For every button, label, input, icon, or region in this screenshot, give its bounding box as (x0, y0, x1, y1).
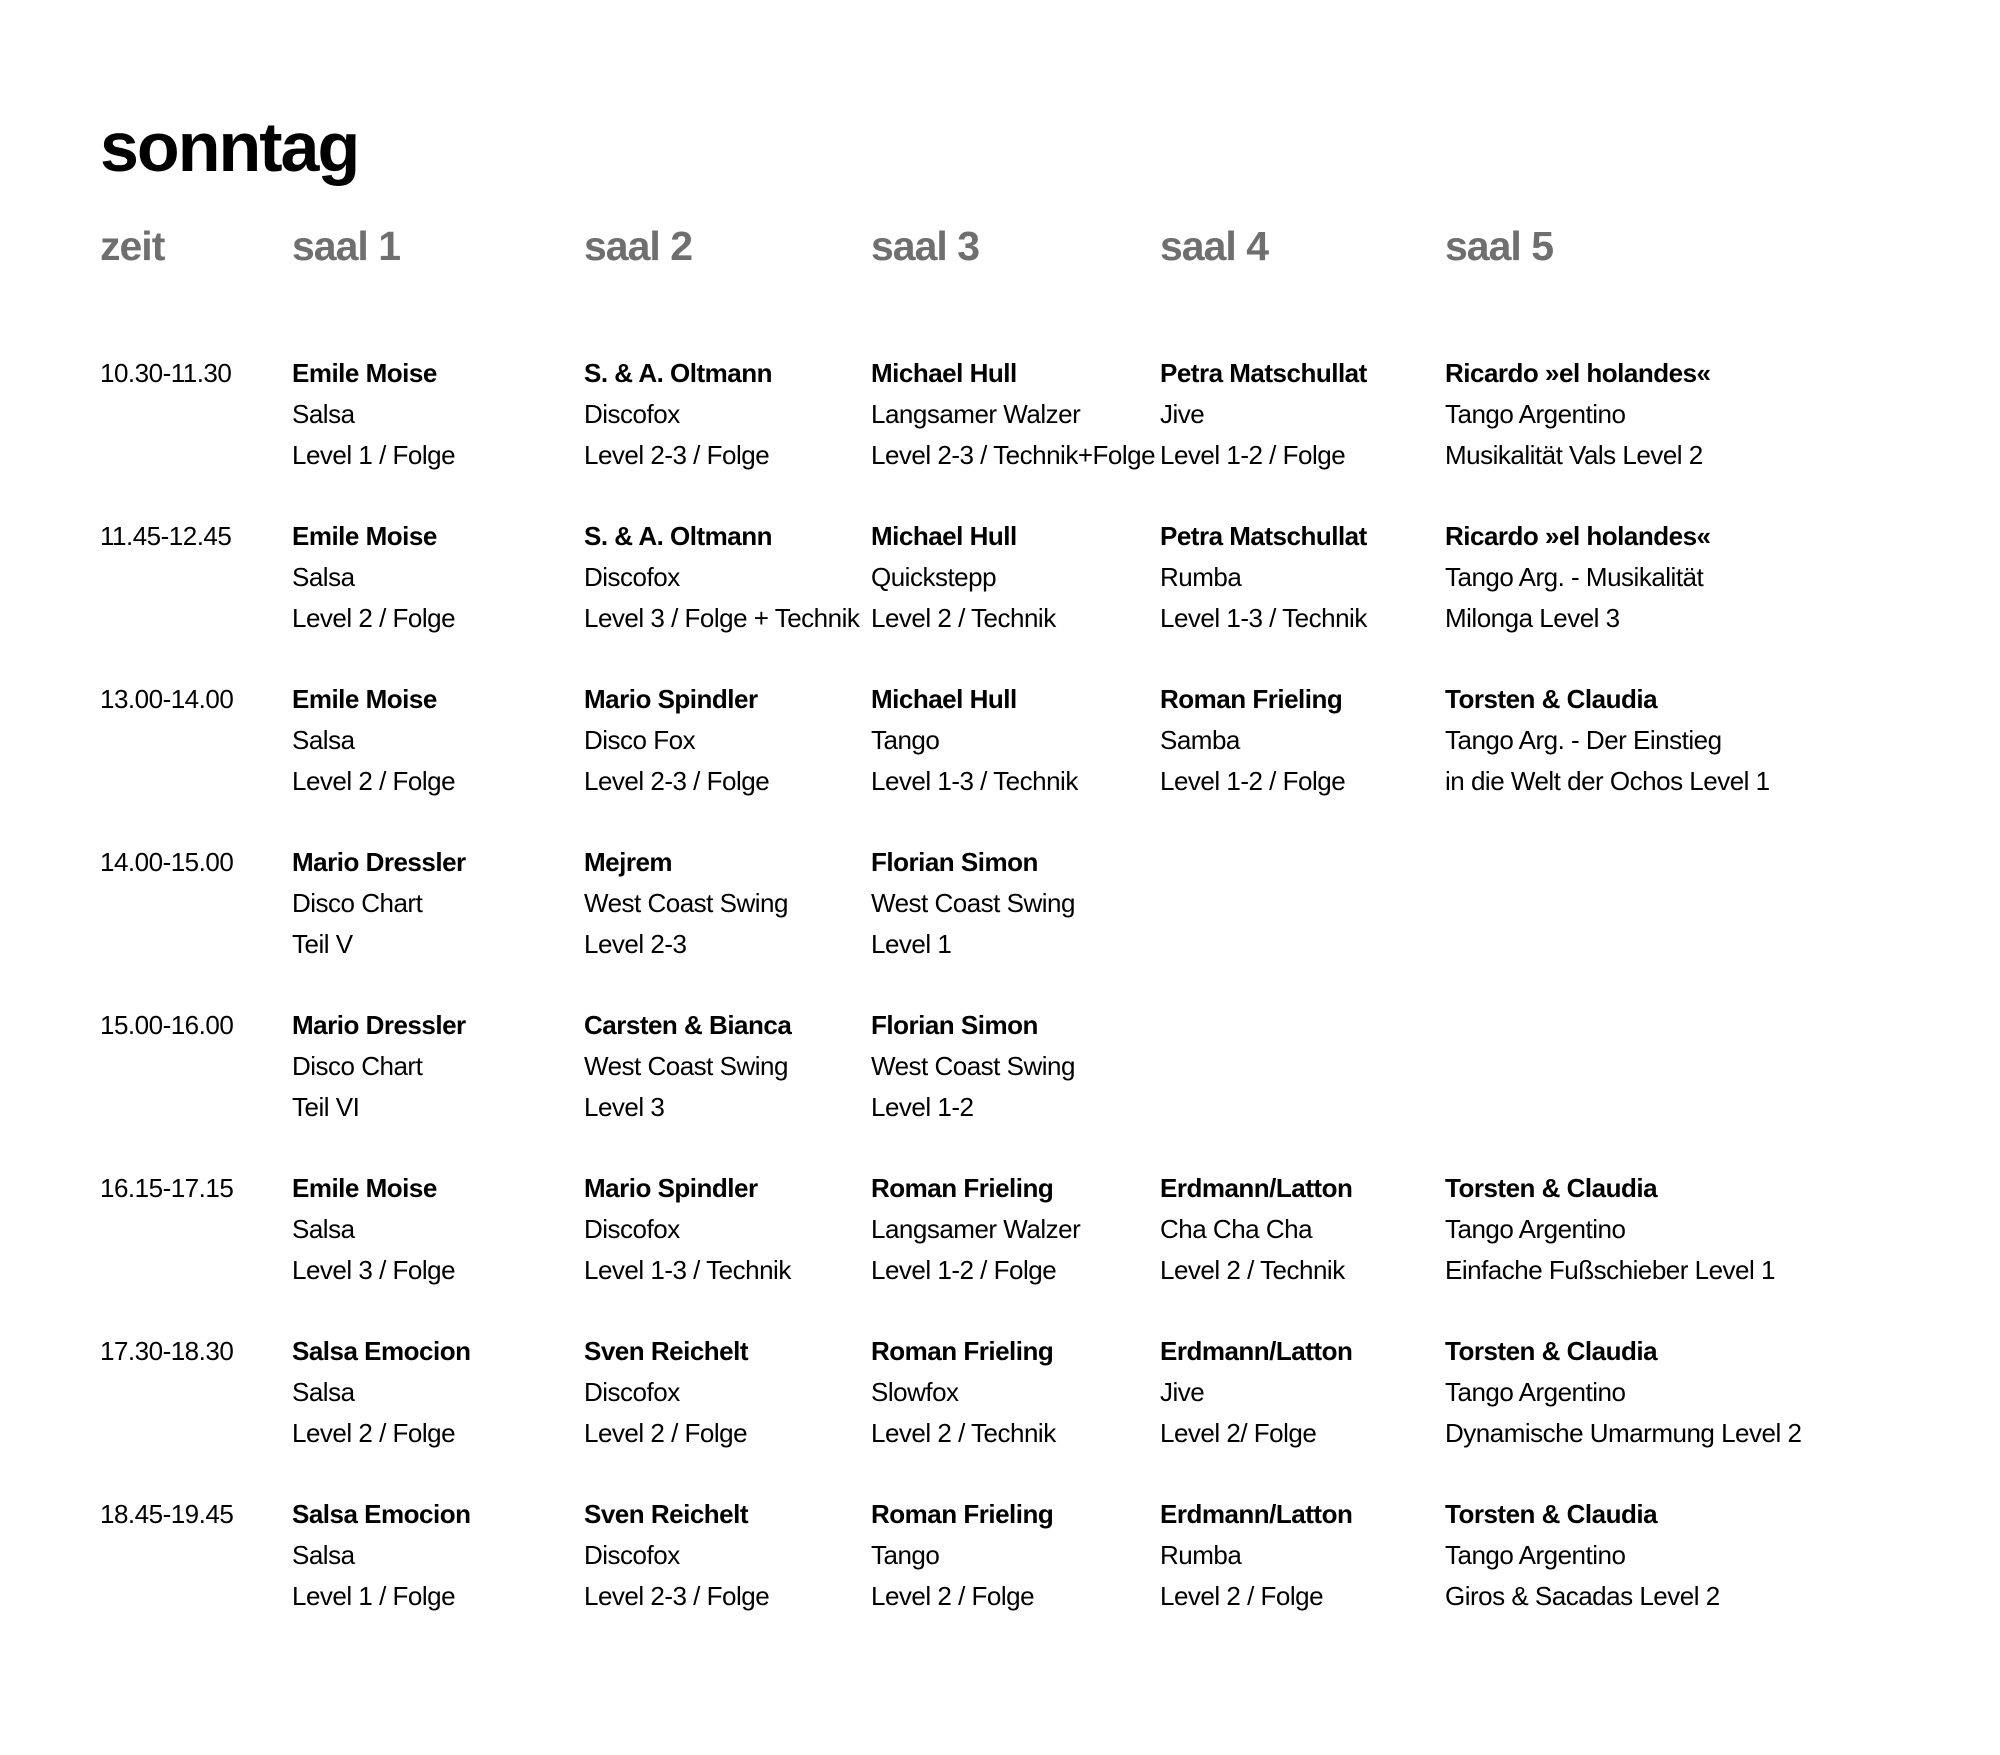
course-level: Level 2 / Folge (1160, 1581, 1324, 1611)
course-teacher: Mario Dressler (292, 847, 466, 877)
course-teacher: S. & A. Oltmann (584, 521, 772, 551)
course-level: Level 2-3 (584, 929, 687, 959)
course-dance: Disco Fox (584, 725, 696, 755)
course-level: Level 1 / Folge (292, 1581, 456, 1611)
time-slot: 10.30-11.30 (100, 358, 232, 388)
course-level: Level 2 / Folge (292, 603, 456, 633)
course-level: Level 1-2 / Folge (1160, 440, 1346, 470)
course-cell (1160, 1168, 1352, 1291)
course-dance: Salsa (292, 562, 355, 592)
course-teacher: Roman Frieling (871, 1499, 1054, 1529)
course-cell (292, 353, 455, 476)
course-teacher: Ricardo »el holandes« (1445, 358, 1711, 388)
course-teacher: Roman Frieling (871, 1173, 1054, 1203)
course-teacher: Salsa Emocion (292, 1336, 471, 1366)
time-slot: 15.00-16.00 (100, 1010, 234, 1040)
course-dance: Salsa (292, 1214, 355, 1244)
course-teacher: Florian Simon (871, 847, 1038, 877)
course-dance: Jive (1160, 1377, 1205, 1407)
course-level: Teil V (292, 929, 353, 959)
course-dance: Jive (1160, 399, 1205, 429)
course-cell (1445, 516, 1710, 639)
course-level: Level 2 / Technik (1160, 1255, 1345, 1285)
course-level: Level 2 / Folge (292, 766, 456, 796)
course-cell (292, 516, 455, 639)
course-dance: Disco Chart (292, 888, 423, 918)
course-cell (292, 1331, 470, 1454)
course-level: Giros & Sacadas Level 2 (1445, 1581, 1720, 1611)
course-teacher: Torsten & Claudia (1445, 684, 1658, 714)
course-dance: Tango Argentino (1445, 1377, 1626, 1407)
course-dance: Tango Arg. - Musikalität (1445, 562, 1704, 592)
course-dance: Salsa (292, 1540, 355, 1570)
course-teacher: Michael Hull (871, 684, 1017, 714)
course-teacher: Sven Reichelt (584, 1499, 749, 1529)
time-slot: 14.00-15.00 (100, 847, 234, 877)
course-dance: West Coast Swing (871, 1051, 1075, 1081)
course-teacher: Emile Moise (292, 1173, 437, 1203)
course-level: Teil VI (292, 1092, 360, 1122)
column-header-saal-1: saal 1 (292, 223, 400, 269)
course-cell (584, 516, 859, 639)
course-dance: Discofox (584, 1540, 680, 1570)
course-dance: Tango (871, 1540, 940, 1570)
course-dance: Disco Chart (292, 1051, 423, 1081)
course-level: Level 3 (584, 1092, 665, 1122)
course-dance: Tango (871, 725, 940, 755)
course-dance: Tango Argentino (1445, 1540, 1626, 1570)
course-cell (871, 679, 1078, 802)
course-dance: West Coast Swing (584, 888, 788, 918)
course-dance: Rumba (1160, 1540, 1242, 1570)
course-level: Level 1-3 / Technik (871, 766, 1078, 796)
course-cell (871, 353, 1155, 476)
course-dance: Discofox (584, 1214, 680, 1244)
course-cell (1445, 1494, 1720, 1617)
course-teacher: Erdmann/Latton (1160, 1499, 1353, 1529)
course-teacher: Salsa Emocion (292, 1499, 471, 1529)
course-teacher: S. & A. Oltmann (584, 358, 772, 388)
course-dance: West Coast Swing (584, 1051, 788, 1081)
course-level: Level 1-2 / Folge (1160, 766, 1346, 796)
course-teacher: Mario Dressler (292, 1010, 466, 1040)
course-level: Level 2-3 / Technik+Folge (871, 440, 1156, 470)
course-level: Level 2 / Technik (871, 603, 1056, 633)
course-teacher: Roman Frieling (1160, 684, 1343, 714)
course-teacher: Michael Hull (871, 521, 1017, 551)
course-level: Milonga Level 3 (1445, 603, 1620, 633)
course-cell (1160, 679, 1345, 802)
course-cell (292, 1494, 470, 1617)
course-dance: Discofox (584, 399, 680, 429)
course-dance: Tango Arg. - Der Einstieg (1445, 725, 1722, 755)
course-cell (584, 1005, 791, 1128)
course-teacher: Torsten & Claudia (1445, 1173, 1658, 1203)
course-cell (871, 1331, 1056, 1454)
time-slot: 16.15-17.15 (100, 1173, 234, 1203)
course-level: Level 1-2 / Folge (871, 1255, 1057, 1285)
page-title: sonntag (100, 108, 359, 186)
course-level: Level 2 / Folge (584, 1418, 748, 1448)
course-level: Level 2-3 / Folge (584, 440, 770, 470)
course-teacher: Mario Spindler (584, 684, 758, 714)
course-cell (871, 1168, 1080, 1291)
course-teacher: Michael Hull (871, 358, 1017, 388)
course-dance: West Coast Swing (871, 888, 1075, 918)
course-dance: Discofox (584, 1377, 680, 1407)
course-teacher: Mejrem (584, 847, 673, 877)
course-level: Level 1-3 / Technik (584, 1255, 791, 1285)
course-teacher: Sven Reichelt (584, 1336, 749, 1366)
course-cell (1445, 1168, 1775, 1291)
course-level: Level 3 / Folge + Technik (584, 603, 860, 633)
course-dance: Langsamer Walzer (871, 399, 1081, 429)
time-slot: 17.30-18.30 (100, 1336, 234, 1366)
course-dance: Rumba (1160, 562, 1242, 592)
course-teacher: Carsten & Bianca (584, 1010, 792, 1040)
course-dance: Slowfox (871, 1377, 959, 1407)
course-teacher: Emile Moise (292, 521, 437, 551)
course-cell (292, 842, 466, 965)
column-header-saal-2: saal 2 (584, 223, 692, 269)
course-teacher: Ricardo »el holandes« (1445, 521, 1711, 551)
course-teacher: Erdmann/Latton (1160, 1173, 1353, 1203)
course-cell (1160, 1331, 1352, 1454)
course-level: Level 1-2 (871, 1092, 974, 1122)
course-level: Dynamische Umarmung Level 2 (1445, 1418, 1802, 1448)
time-slot: 13.00-14.00 (100, 684, 234, 714)
course-cell (292, 679, 455, 802)
course-dance: Salsa (292, 1377, 355, 1407)
course-cell (1160, 353, 1367, 476)
course-cell (292, 1005, 466, 1128)
course-dance: Discofox (584, 562, 680, 592)
course-teacher: Petra Matschullat (1160, 521, 1367, 551)
course-level: Level 1-3 / Technik (1160, 603, 1367, 633)
course-cell (871, 842, 1075, 965)
course-dance: Cha Cha Cha (1160, 1214, 1313, 1244)
course-cell (584, 353, 772, 476)
course-level: in die Welt der Ochos Level 1 (1445, 766, 1770, 796)
course-cell (584, 1494, 769, 1617)
course-teacher: Emile Moise (292, 358, 437, 388)
course-cell (1160, 516, 1367, 639)
course-teacher: Torsten & Claudia (1445, 1336, 1658, 1366)
course-teacher: Florian Simon (871, 1010, 1038, 1040)
course-cell (584, 842, 788, 965)
course-cell (292, 1168, 455, 1291)
course-cell (584, 1168, 791, 1291)
course-cell (1445, 679, 1770, 802)
course-level: Level 1 / Folge (292, 440, 456, 470)
course-teacher: Petra Matschullat (1160, 358, 1367, 388)
course-level: Level 2 / Technik (871, 1418, 1056, 1448)
course-cell (871, 1005, 1075, 1128)
course-level: Level 2-3 / Folge (584, 1581, 770, 1611)
course-level: Einfache Fußschieber Level 1 (1445, 1255, 1775, 1285)
time-slot: 18.45-19.45 (100, 1499, 234, 1529)
course-dance: Tango Argentino (1445, 1214, 1626, 1244)
course-level: Level 2/ Folge (1160, 1418, 1317, 1448)
course-dance: Langsamer Walzer (871, 1214, 1081, 1244)
course-dance: Salsa (292, 725, 355, 755)
course-teacher: Emile Moise (292, 684, 437, 714)
course-cell (1445, 1331, 1801, 1454)
column-header-saal-5: saal 5 (1445, 223, 1553, 269)
course-teacher: Roman Frieling (871, 1336, 1054, 1366)
course-level: Musikalität Vals Level 2 (1445, 440, 1703, 470)
time-slot: 11.45-12.45 (100, 521, 232, 551)
course-level: Level 3 / Folge (292, 1255, 456, 1285)
course-dance: Tango Argentino (1445, 399, 1626, 429)
course-cell (1160, 1494, 1352, 1617)
course-cell (871, 516, 1056, 639)
course-dance: Quickstepp (871, 562, 997, 592)
column-header-saal-4: saal 4 (1160, 223, 1268, 269)
column-header-zeit: zeit (100, 223, 165, 269)
course-dance: Salsa (292, 399, 355, 429)
course-teacher: Torsten & Claudia (1445, 1499, 1658, 1529)
course-cell (584, 1331, 748, 1454)
course-teacher: Erdmann/Latton (1160, 1336, 1353, 1366)
course-level: Level 1 (871, 929, 952, 959)
course-teacher: Mario Spindler (584, 1173, 758, 1203)
course-level: Level 2 / Folge (292, 1418, 456, 1448)
column-header-saal-3: saal 3 (871, 223, 979, 269)
course-dance: Samba (1160, 725, 1240, 755)
course-cell (584, 679, 769, 802)
course-cell (871, 1494, 1053, 1617)
course-level: Level 2 / Folge (871, 1581, 1035, 1611)
course-cell (1445, 353, 1710, 476)
course-level: Level 2-3 / Folge (584, 766, 770, 796)
